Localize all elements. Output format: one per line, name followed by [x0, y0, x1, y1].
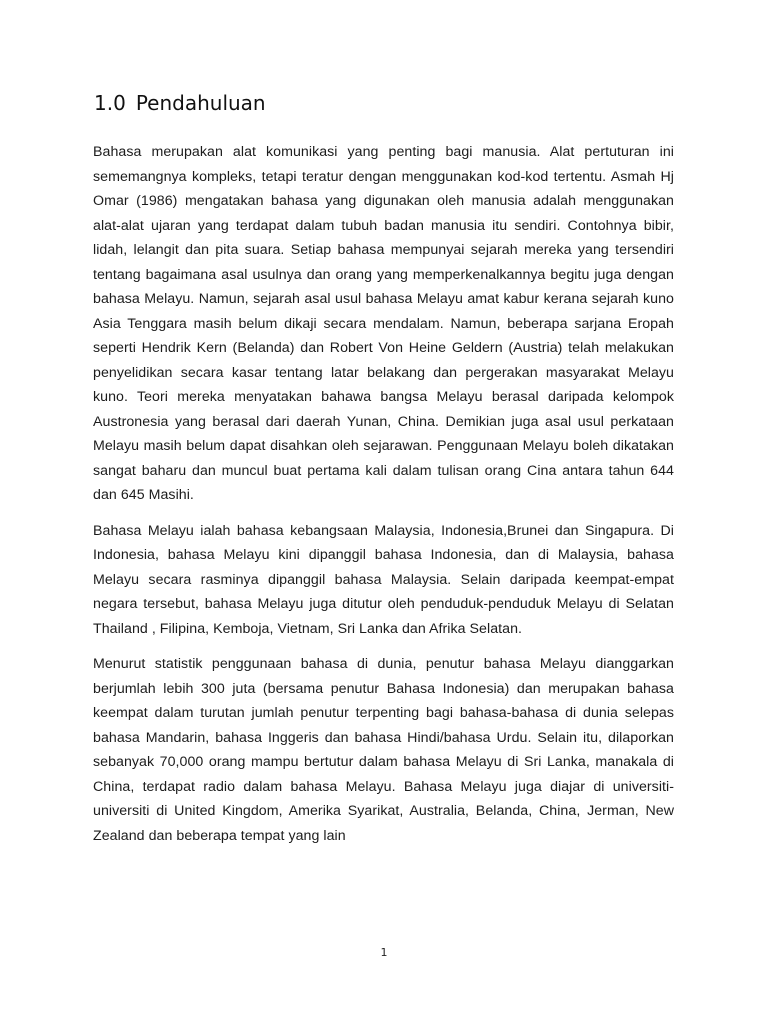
- paragraph-2: Bahasa Melayu ialah bahasa kebangsaan Malaysia, Indonesia,Brunei dan Singapura. Di Indonesia, bahasa Melayu kini dipanggil bahasa Indonesia, dan di Malaysia, bahasa Melayu secara rasminya dipanggil bahasa Malaysia. Selain daripada keempat-empat negara tersebut, bahasa Melayu juga ditutur oleh penduduk-penduduk Melayu di Selatan Thailand , Filipina, Kemboja, Vietnam, Sri Lanka dan Afrika Selatan.: [93, 522, 674, 637]
- body-text: [93, 140, 674, 859]
- section-heading: [94, 88, 266, 118]
- paragraph-3: Menurut statistik penggunaan bahasa di dunia, penutur bahasa Melayu dianggarkan berjumlah lebih 300 juta (bersama penutur Bahasa Indonesia) dan merupakan bahasa keempat dalam turutan jumlah penutur terpenting bagi bahasa-bahasa di dunia selepas bahasa Mandarin, bahasa Inggeris dan bahasa Hindi/bahasa Urdu. Selain itu, dilaporkan sebanyak 70,000 orang mampu bertutur dalam bahasa Melayu di Sri Lanka, manakala di China, terdapat radio dalam bahasa Melayu. Bahasa Melayu juga diajar di universiti-universiti di United Kingdom, Amerika Syarikat, Australia, Belanda, China, Jerman, New Zealand dan beberapa tempat yang lain: [93, 656, 674, 844]
- section-number: 1.0: [94, 91, 126, 115]
- paragraph-1: Bahasa merupakan alat komunikasi yang penting bagi manusia. Alat pertuturan ini sememangnya kompleks, tetapi teratur dengan menggunakan kod-kod tertentu. Asmah Hj Omar (1986) mengatakan bahasa yang digunakan oleh manusia adalah menggunakan alat-alat ujaran yang terdapat dalam tubuh badan manusia itu sendiri. Contohnya bibir, lidah, lelangit dan pita suara. Setiap bahasa mempunyai sejarah mereka yang tersendiri tentang bagaimana asal usulnya dan orang yang memperkenalkannya begitu juga dengan bahasa Melayu. Namun, sejarah asal usul bahasa Melayu amat kabur kerana sejarah kuno Asia Tenggara masih belum dikaji secara mendalam. Namun, beberapa sarjana Eropah seperti Hendrik Kern (Belanda) dan Robert Von Heine Geldern (Austria) telah melakukan penyelidikan secara kasar tentang latar belakang dan pergerakan masyarakat Melayu kuno. Teori mereka menyatakan bahawa bangsa Melayu berasal daripada kelompok Austronesia yang berasal dari daerah Yunan, China. Demikian juga asal usul perkataan Melayu masih belum dapat disahkan oleh sejarawan. Penggunaan Melayu boleh dikatakan sangat baharu dan muncul buat pertama kali dalam tulisan orang Cina antara tahun 644 dan 645 Masihi.: [93, 144, 674, 503]
- page-number: 1: [380, 946, 388, 959]
- section-title: Pendahuluan: [135, 91, 266, 115]
